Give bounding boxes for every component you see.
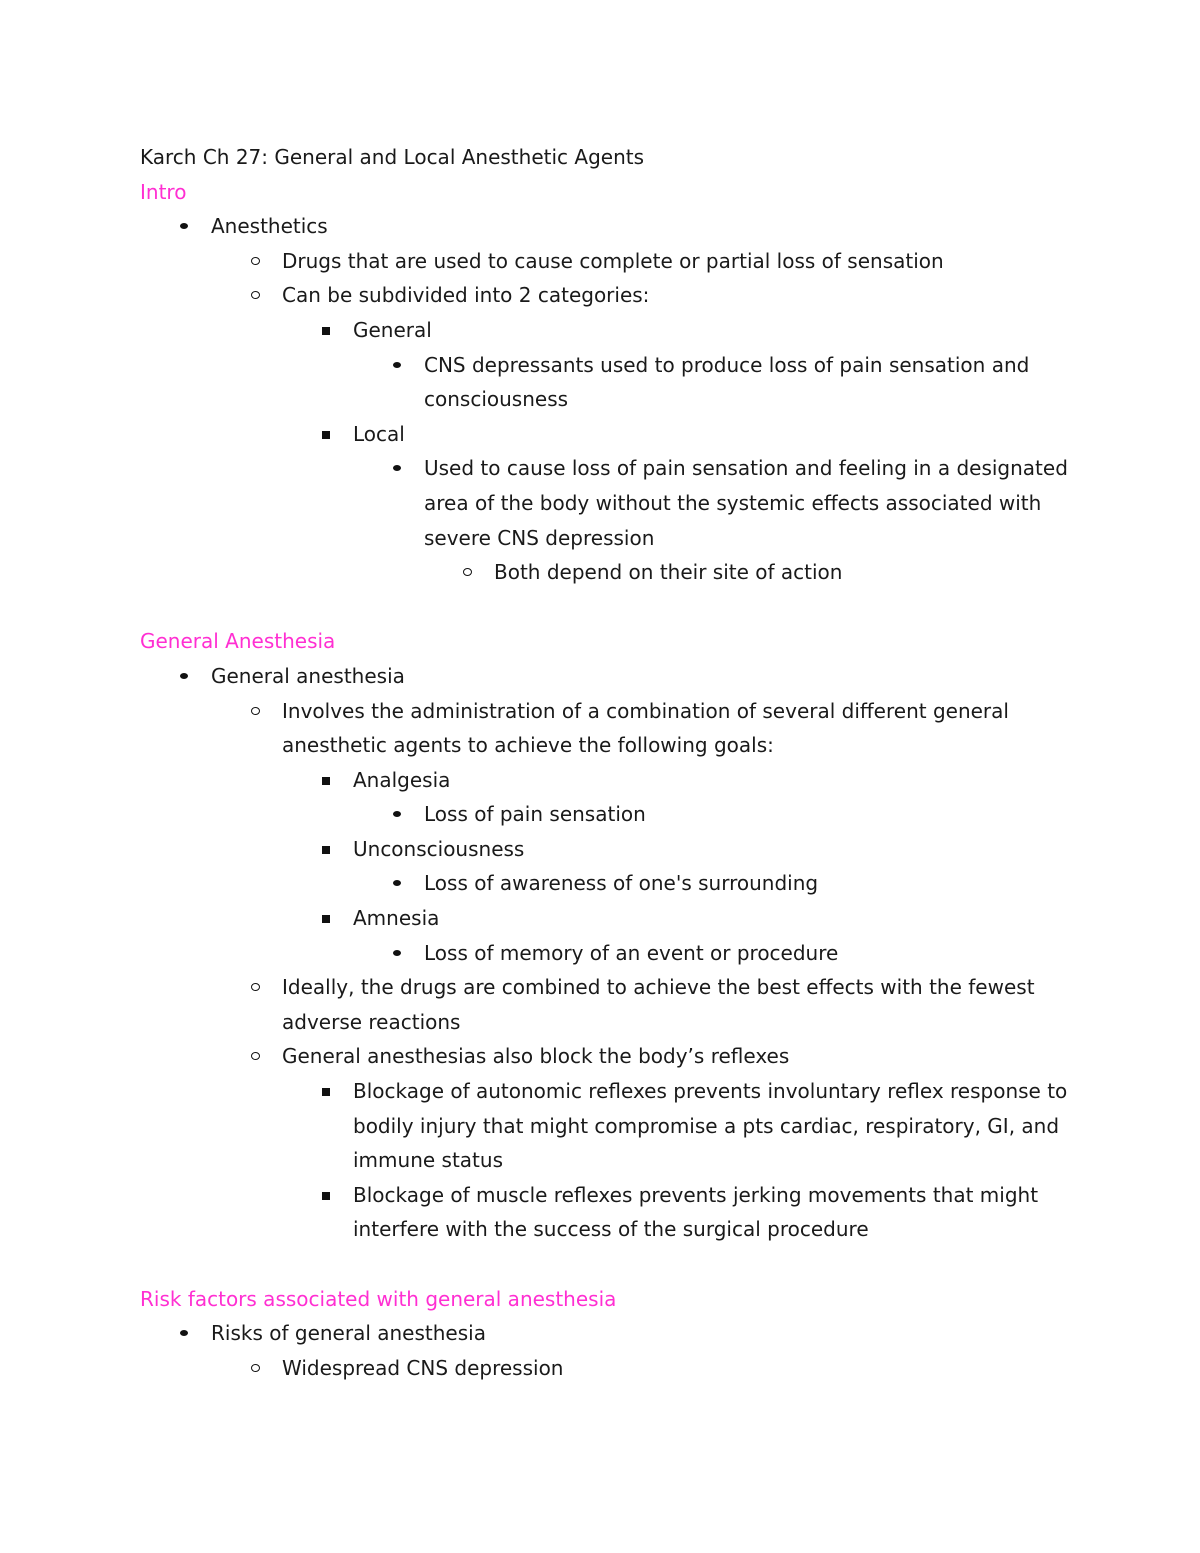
list-item-text: Ideally, the drugs are combined to achieve the best effects with the fewest adverse reactions bbox=[282, 975, 1035, 1034]
list-item bbox=[140, 417, 1080, 452]
disc-bullet-icon bbox=[176, 1316, 196, 1351]
section-heading-intro: Intro bbox=[140, 179, 187, 204]
list-item-text: Loss of awareness of one's surrounding bbox=[424, 871, 819, 896]
document-title: Karch Ch 27: General and Local Anesthetic Agents bbox=[140, 145, 645, 169]
list-item-text: Anesthetics bbox=[211, 214, 328, 239]
intro-list bbox=[140, 209, 1080, 590]
document-body bbox=[140, 140, 1080, 1385]
disc-bullet-icon bbox=[176, 659, 196, 694]
circle-bullet-icon bbox=[247, 970, 267, 1005]
list-item-text: Loss of memory of an event or procedure bbox=[424, 940, 839, 965]
list-item-text: Both depend on their site of action bbox=[494, 560, 843, 585]
spacer bbox=[140, 590, 1080, 625]
list-item bbox=[140, 244, 1080, 279]
list-item bbox=[140, 209, 1080, 244]
list-item bbox=[140, 901, 1080, 936]
list-item bbox=[140, 866, 1080, 901]
list-item bbox=[140, 832, 1080, 867]
spacer bbox=[140, 1247, 1080, 1282]
square-bullet-icon bbox=[318, 1178, 338, 1213]
list-item-text: Drugs that are used to cause complete or partial loss of sensation bbox=[282, 248, 944, 273]
list-item-text: Can be subdivided into 2 categories: bbox=[282, 283, 650, 308]
list-item bbox=[140, 970, 1080, 1039]
section-heading-general-anesthesia: General Anesthesia bbox=[140, 629, 336, 654]
circle-bullet-icon bbox=[459, 555, 479, 590]
list-item-text: Amnesia bbox=[353, 906, 440, 931]
disc-bullet-icon bbox=[389, 451, 409, 486]
list-item-text: Widespread CNS depression bbox=[282, 1355, 564, 1380]
square-bullet-icon bbox=[318, 763, 338, 798]
list-item bbox=[140, 1316, 1080, 1351]
list-item-text: General bbox=[353, 317, 432, 342]
list-item-text: Involves the administration of a combination of several different general anesthetic agents to achieve the following goals: bbox=[282, 698, 1009, 758]
list-item bbox=[140, 278, 1080, 313]
square-bullet-icon bbox=[318, 901, 338, 936]
square-bullet-icon bbox=[318, 313, 338, 348]
circle-bullet-icon bbox=[247, 1351, 267, 1386]
disc-bullet-icon bbox=[389, 797, 409, 832]
list-item bbox=[140, 1039, 1080, 1074]
list-item bbox=[140, 797, 1080, 832]
list-item-text: Unconsciousness bbox=[353, 836, 525, 861]
circle-bullet-icon bbox=[247, 1039, 267, 1074]
circle-bullet-icon bbox=[247, 694, 267, 729]
square-bullet-icon bbox=[318, 417, 338, 452]
list-item-text: General anesthesia bbox=[211, 663, 405, 688]
list-item-text: Loss of pain sensation bbox=[424, 802, 646, 827]
disc-bullet-icon bbox=[389, 866, 409, 901]
list-item bbox=[140, 1074, 1080, 1178]
list-item bbox=[140, 936, 1080, 971]
list-item-text: Risks of general anesthesia bbox=[211, 1321, 486, 1346]
disc-bullet-icon bbox=[389, 936, 409, 971]
list-item bbox=[140, 763, 1080, 798]
disc-bullet-icon bbox=[176, 209, 196, 244]
list-item bbox=[140, 555, 1080, 590]
square-bullet-icon bbox=[318, 832, 338, 867]
circle-bullet-icon bbox=[247, 278, 267, 313]
list-item-text: General anesthesias also block the body’s reflexes bbox=[282, 1044, 790, 1069]
section-heading-risk-factors: Risk factors associated with general anesthesia bbox=[140, 1286, 617, 1311]
list-item bbox=[140, 313, 1080, 348]
list-item-text: Used to cause loss of pain sensation and feeling in a designated area of the body without the systemic effects associated with severe CNS depression bbox=[424, 456, 1068, 550]
list-item-text: Local bbox=[353, 421, 405, 446]
list-item-text: Blockage of muscle reflexes prevents jerking movements that might interfere with the success of the surgical procedure bbox=[353, 1182, 1039, 1242]
list-item-text: Blockage of autonomic reflexes prevents involuntary reflex response to bodily injury that might compromise a pts cardiac, respiratory, GI, and immune status bbox=[353, 1079, 1068, 1173]
circle-bullet-icon bbox=[247, 244, 267, 279]
list-item bbox=[140, 694, 1080, 763]
list-item bbox=[140, 659, 1080, 694]
list-item bbox=[140, 1178, 1080, 1247]
disc-bullet-icon bbox=[389, 348, 409, 383]
list-item bbox=[140, 348, 1080, 417]
general-anesthesia-list bbox=[140, 659, 1080, 1247]
list-item bbox=[140, 451, 1080, 555]
square-bullet-icon bbox=[318, 1074, 338, 1109]
list-item bbox=[140, 1351, 1080, 1386]
list-item-text: CNS depressants used to produce loss of pain sensation and consciousness bbox=[424, 352, 1030, 412]
risk-factors-list bbox=[140, 1316, 1080, 1385]
list-item-text: Analgesia bbox=[353, 767, 451, 792]
